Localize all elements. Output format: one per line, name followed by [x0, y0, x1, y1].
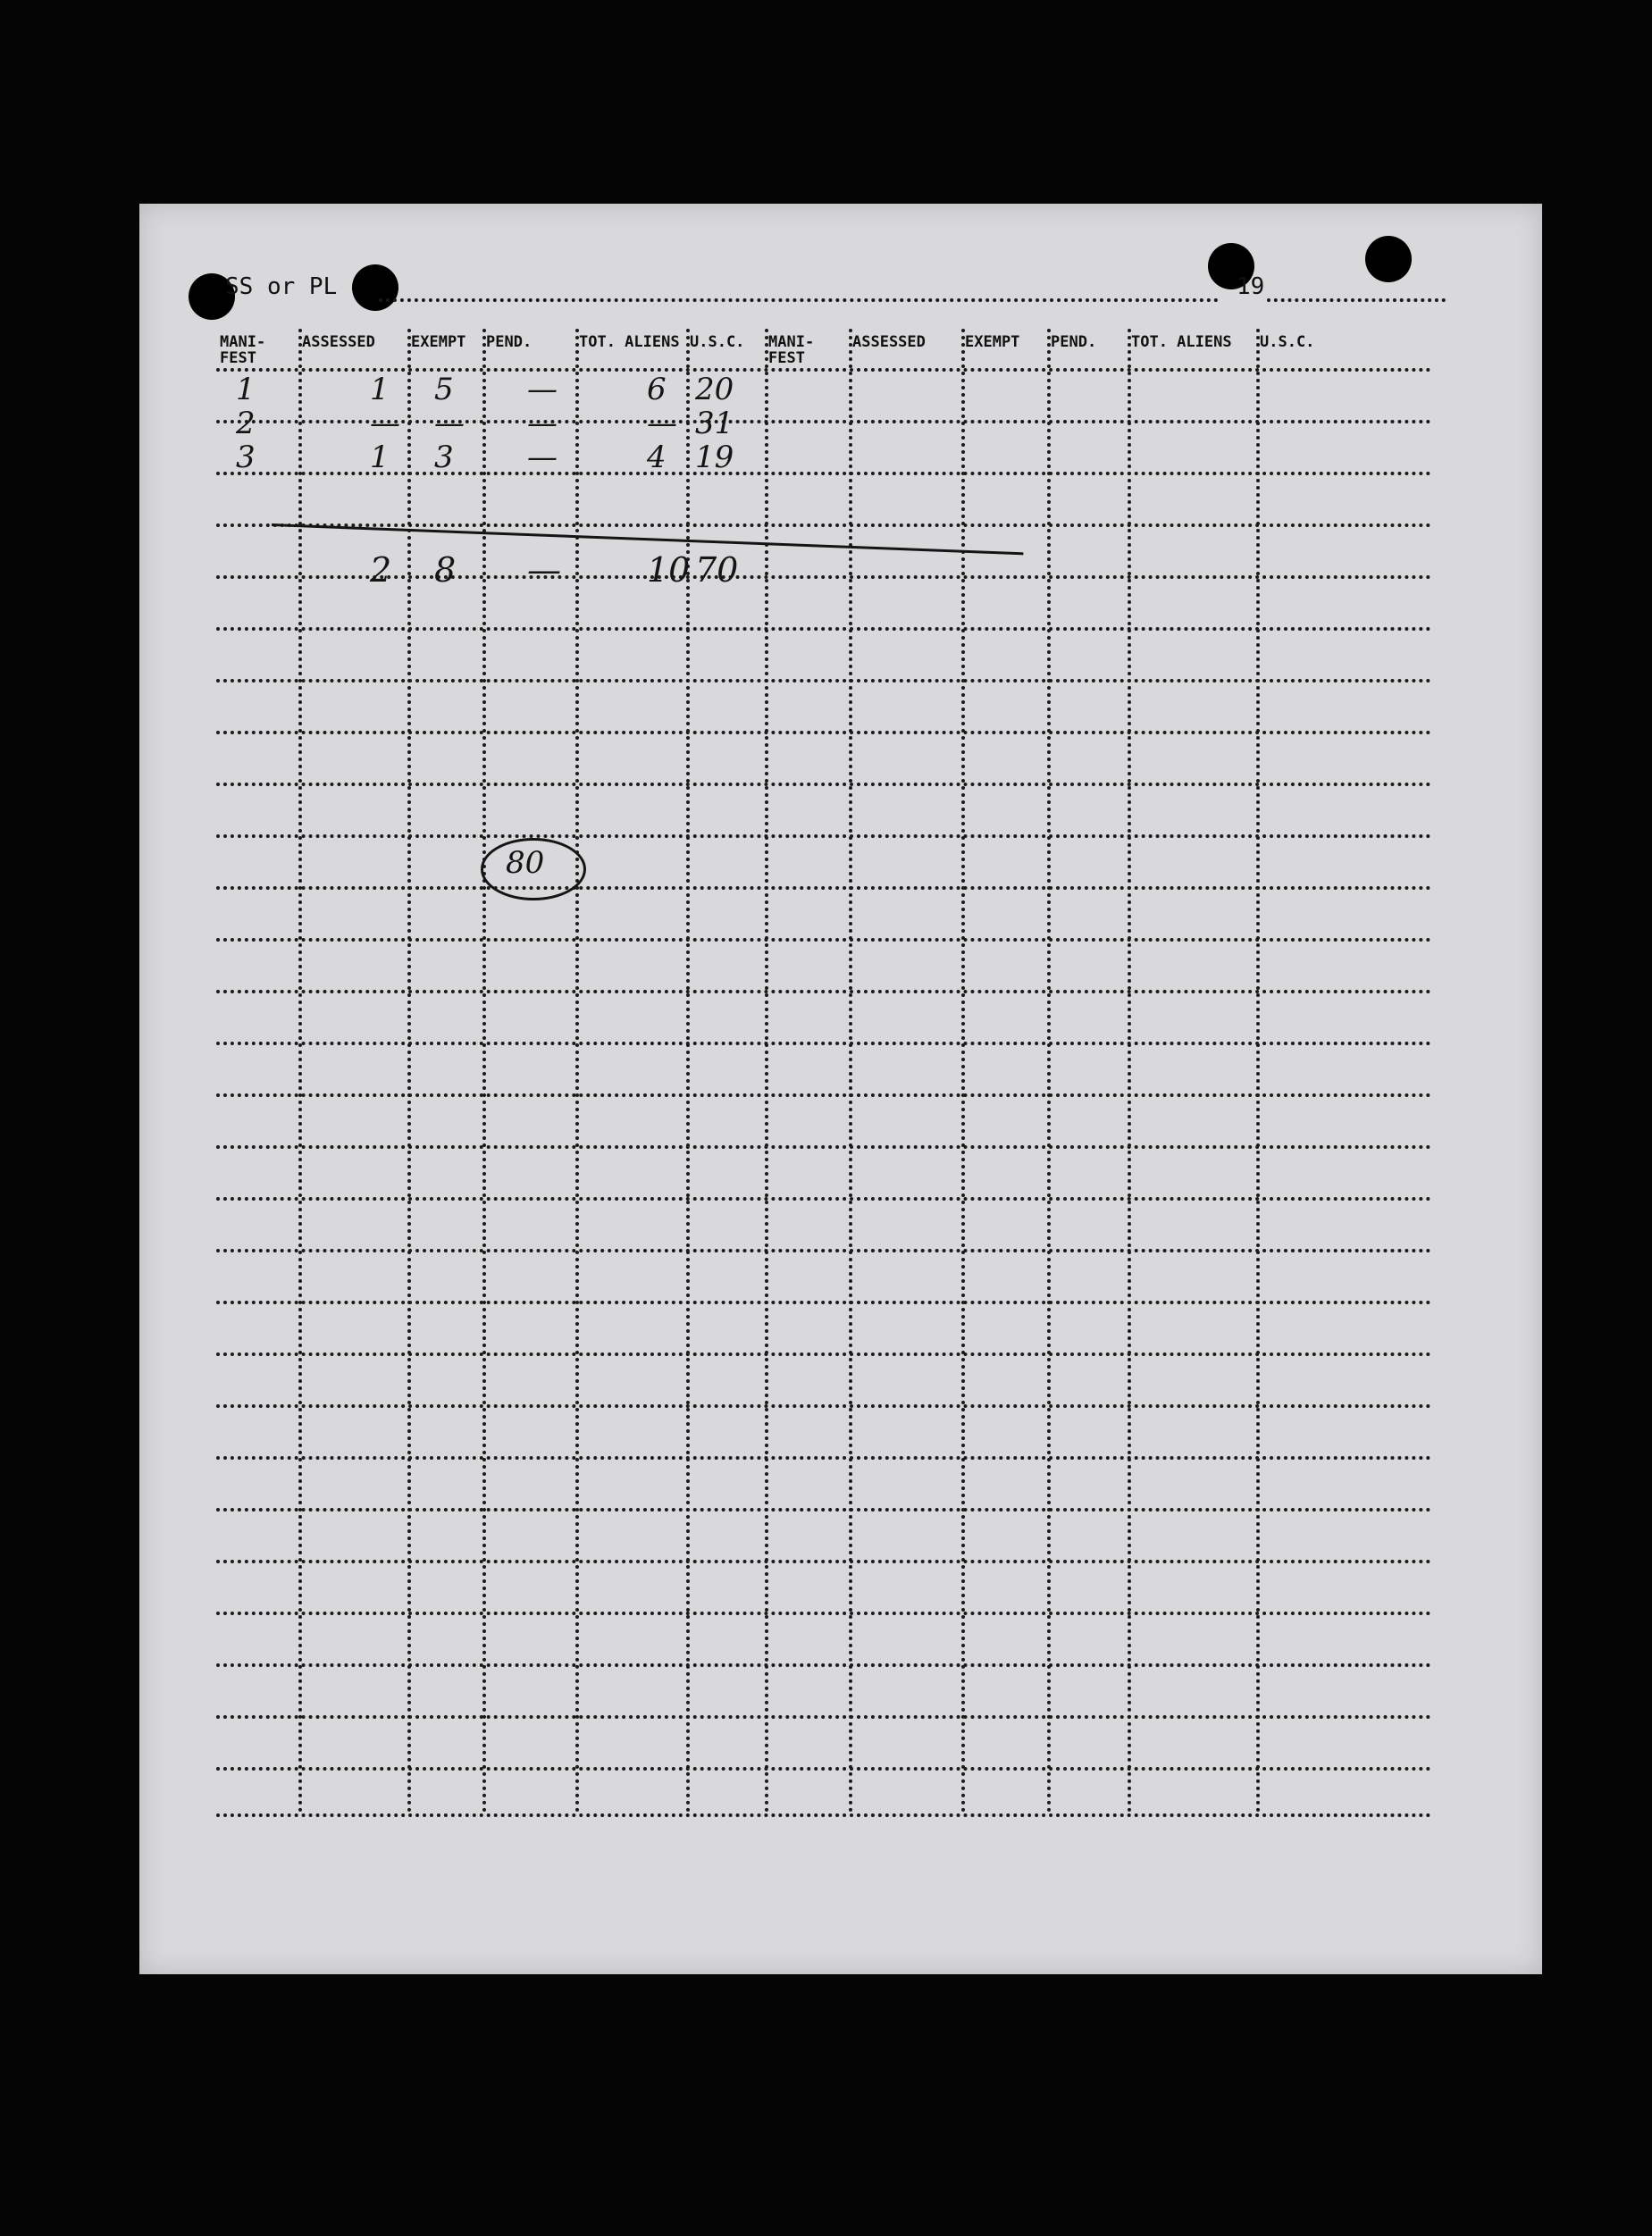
- header-right-manifest: MANI- FEST: [768, 333, 815, 367]
- entry-manifest: 1: [236, 372, 256, 407]
- row-line: [216, 1456, 1431, 1460]
- header-left-exempt: EXEMPT: [411, 333, 466, 351]
- row-line: [216, 1767, 1431, 1771]
- row-line: [216, 1301, 1431, 1304]
- column-line: [1256, 329, 1260, 1813]
- punch-hole-right-2: [1365, 236, 1412, 282]
- row-line: [216, 523, 1431, 527]
- header-left-assessed: ASSESSED: [302, 333, 375, 351]
- header-left-pend: PEND.: [486, 333, 532, 351]
- total-usc: 70: [695, 550, 739, 590]
- row-line: [216, 1352, 1431, 1356]
- row-line: [216, 1612, 1431, 1615]
- row-line: [216, 990, 1431, 993]
- row-line: [216, 1145, 1431, 1149]
- column-line: [575, 329, 579, 1813]
- row-line: [216, 1093, 1431, 1097]
- header-right-assessed: ASSESSED: [852, 333, 926, 351]
- header-left-usc: U.S.C.: [690, 333, 745, 351]
- header-left-manifest: MANI- FEST: [220, 333, 266, 367]
- column-line: [482, 329, 486, 1813]
- entry-tot_aliens: —: [647, 406, 677, 441]
- entry-pend: —: [527, 440, 558, 475]
- column-line: [765, 329, 768, 1813]
- row-line: [216, 472, 1431, 475]
- entry-assessed: 1: [370, 372, 390, 407]
- vessel-line: [379, 298, 1219, 302]
- header-rule: [216, 368, 1431, 372]
- header-left-tot_aliens: TOT. ALIENS: [579, 333, 680, 351]
- row-line: [216, 1404, 1431, 1408]
- column-line: [1047, 329, 1051, 1813]
- entry-usc: 20: [695, 372, 734, 407]
- row-line: [216, 783, 1431, 786]
- row-line: [216, 1042, 1431, 1045]
- column-line: [1128, 329, 1131, 1813]
- total-exempt: 8: [434, 550, 457, 590]
- total-pend: —: [527, 550, 561, 590]
- header-right-exempt: EXEMPT: [965, 333, 1020, 351]
- entry-manifest: 2: [236, 406, 256, 441]
- entry-assessed: —: [370, 406, 400, 441]
- header-right-usc: U.S.C.: [1260, 333, 1315, 351]
- entry-assessed: 1: [370, 440, 390, 475]
- vessel-label: SS or PL: [225, 273, 338, 300]
- column-line: [407, 329, 411, 1813]
- entry-exempt: 3: [434, 440, 454, 475]
- row-line: [216, 1197, 1431, 1201]
- entry-exempt: 5: [434, 372, 454, 407]
- row-line: [216, 1249, 1431, 1252]
- row-line: [216, 1715, 1431, 1719]
- entry-usc: 31: [695, 406, 734, 441]
- header-right-pend: PEND.: [1051, 333, 1097, 351]
- row-line: [216, 1560, 1431, 1563]
- row-line: [216, 627, 1431, 631]
- year-line: [1267, 298, 1446, 302]
- entry-exempt: —: [434, 406, 465, 441]
- punch-hole-left-2: [352, 264, 398, 311]
- entry-tot_aliens: 6: [647, 372, 667, 407]
- row-line: [216, 886, 1431, 890]
- year-prefix: 19: [1237, 273, 1265, 300]
- row-line: [216, 679, 1431, 683]
- entry-tot_aliens: 4: [647, 440, 667, 475]
- entry-usc: 19: [695, 440, 734, 475]
- entry-pend: —: [527, 372, 558, 407]
- row-line: [216, 1663, 1431, 1667]
- row-line: [216, 834, 1431, 838]
- entry-manifest: 3: [236, 440, 256, 475]
- grand-total: 80: [506, 845, 545, 881]
- row-line: [216, 938, 1431, 942]
- header-right-tot_aliens: TOT. ALIENS: [1131, 333, 1232, 351]
- row-line: [216, 1508, 1431, 1512]
- total-tot_aliens: 10: [647, 550, 691, 590]
- entry-pend: —: [527, 406, 558, 441]
- bottom-rule: [216, 1813, 1431, 1817]
- row-line: [216, 731, 1431, 734]
- column-line: [849, 329, 852, 1813]
- form-sheet: [139, 204, 1542, 1974]
- total-assessed: 2: [370, 550, 392, 590]
- column-line: [298, 329, 302, 1813]
- row-line: [216, 575, 1431, 579]
